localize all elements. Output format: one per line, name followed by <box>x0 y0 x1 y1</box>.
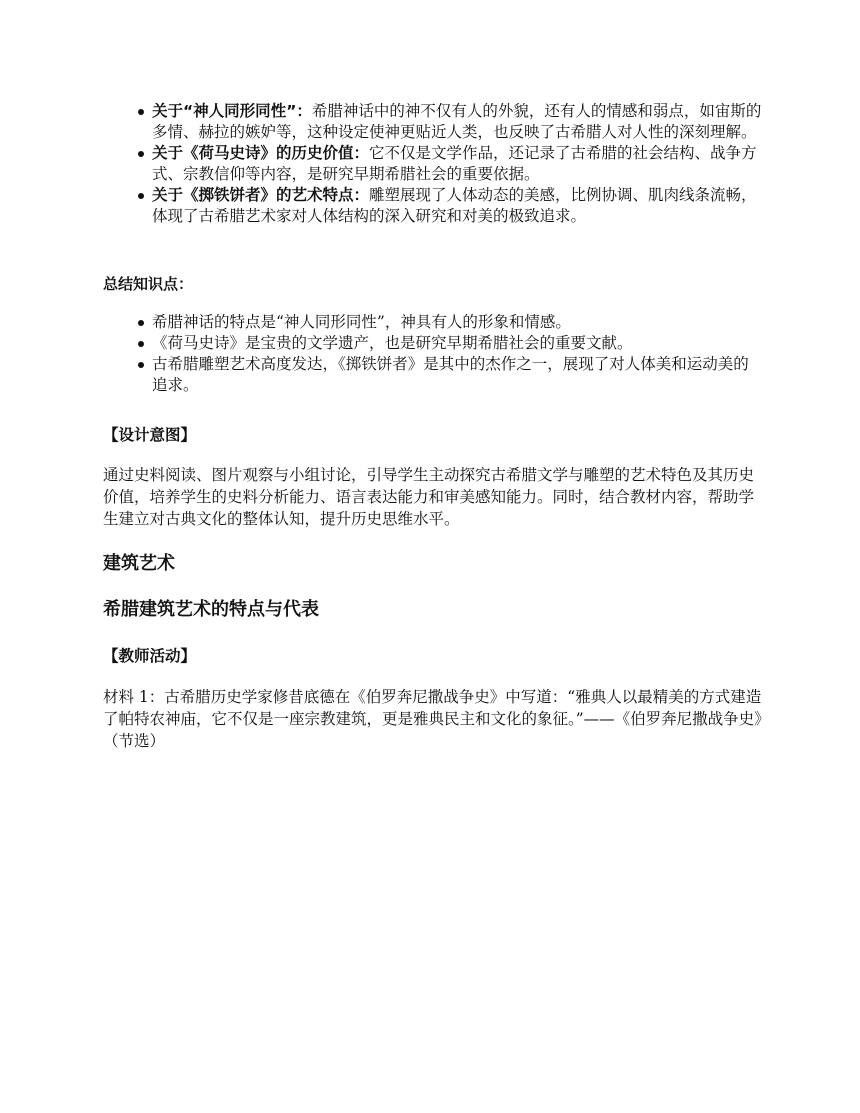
subsection-heading: 希腊建筑艺术的特点与代表 <box>103 599 319 620</box>
summary-list <box>152 312 764 396</box>
section-heading: 建筑艺术 <box>103 553 175 574</box>
list-item <box>152 143 764 185</box>
list-item: 《荷马史诗》是宝贵的文学遗产，也是研究早期希腊社会的重要文献。 <box>152 333 764 354</box>
list-item <box>152 101 764 143</box>
list-item <box>152 185 764 227</box>
item-heading: 关于《掷铁饼者》的艺术特点： <box>152 186 370 204</box>
design-intent-label: 【设计意图】 <box>103 426 197 444</box>
list-item: 希腊神话的特点是“神人同形同性”，神具有人的形象和情感。 <box>152 312 764 333</box>
summary-label: 总结知识点： <box>103 275 194 293</box>
item-text: 希腊神话中的神不仅有人的外貌，还有人的情感和弱点，如宙斯的多情、赫拉的嫉妒等，这种设定使神更贴近人类，也反映了古希腊人对人性的深刻理解。 <box>152 102 762 141</box>
material-paragraph: 材料 1：古希腊历史学家修昔底德在《伯罗奔尼撒战争史》中写道：“雅典人以最精美的方式建造了帕特农神庙，它不仅是一座宗教建筑，更是雅典民主和文化的象征。”——《伯罗奔尼撒战争史》（节选） <box>103 688 762 750</box>
list-item: 古希腊雕塑艺术高度发达，《掷铁饼者》是其中的杰作之一，展现了对人体美和运动美的追求。 <box>152 354 764 396</box>
design-intent-paragraph: 通过史料阅读、图片观察与小组讨论，引导学生主动探究古希腊文学与雕塑的艺术特色及其历史价值，培养学生的史料分析能力、语言表达能力和审美感知能力。同时，结合教材内容，帮助学生建立对古典文化的整体认知，提升历史思维水平。 <box>103 466 755 528</box>
item-text: 雕塑展现了人体动态的美感，比例协调、肌肉线条流畅，体现了古希腊艺术家对人体结构的深入研究和对美的极致追求。 <box>152 186 757 225</box>
item-text: 它不仅是文学作品，还记录了古希腊的社会结构、战争方式、宗教信仰等内容，是研究早期希腊社会的重要依据。 <box>152 144 757 183</box>
analysis-list <box>152 101 764 227</box>
item-heading: 关于“神人同形同性”： <box>152 102 312 120</box>
teacher-activity-label: 【教师活动】 <box>103 647 197 665</box>
item-heading: 关于《荷马史诗》的历史价值： <box>152 144 370 162</box>
